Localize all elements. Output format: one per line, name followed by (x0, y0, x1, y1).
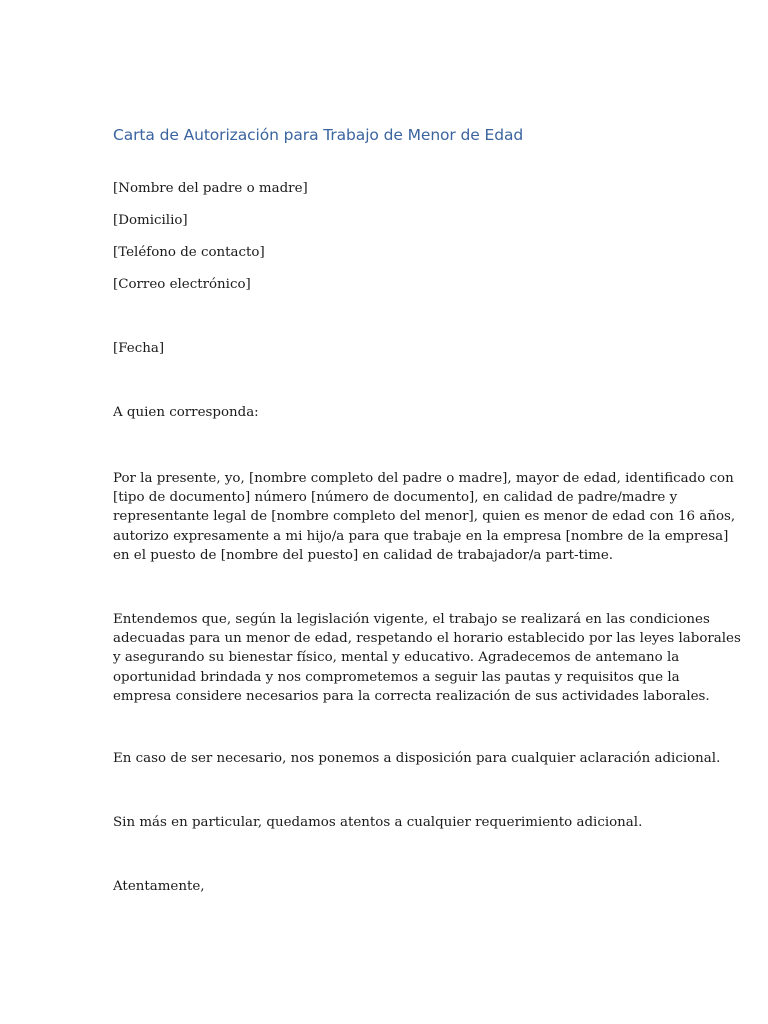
body-paragraph-3: En caso de ser necesario, nos ponemos a disposición para cualquier aclaración adicional. (113, 751, 721, 766)
paragraph-line: en el puesto de [nombre del puesto] en calidad de trabajador/a part-time. (113, 547, 614, 563)
paragraph-line: y asegurando su bienestar físico, mental y educativo. Agradecemos de antemano la (113, 650, 680, 666)
paragraph-line: autorizo expresamente a mi hijo/a para que trabaje en la empresa [nombre de la empresa] (113, 528, 729, 544)
body-paragraph-2 (113, 610, 741, 706)
sender-name: [Nombre del padre o madre] (113, 181, 308, 196)
letter-date: [Fecha] (113, 341, 165, 356)
paragraph-line: empresa considere necesarios para la correcta realización de sus actividades laborales. (113, 688, 710, 704)
sender-address: [Domicilio] (113, 213, 188, 228)
paragraph-line: Entendemos que, según la legislación vigente, el trabajo se realizará en las condiciones (113, 612, 710, 627)
paragraph-line: adecuadas para un menor de edad, respetando el horario establecido por las leyes laborales (113, 631, 741, 647)
closing: Atentamente, (113, 879, 205, 894)
paragraph-line: oportunidad brindada y nos comprometemos a seguir las pautas y requisitos que la (113, 669, 680, 685)
sender-email: [Correo electrónico] (113, 277, 251, 292)
sender-phone: [Teléfono de contacto] (113, 245, 265, 260)
body-paragraph-1 (113, 469, 736, 565)
paragraph-line: representante legal de [nombre completo del menor], quien es menor de edad con 16 años, (113, 509, 736, 525)
salutation: A quien corresponda: (113, 405, 259, 420)
body-paragraph-4: Sin más en particular, quedamos atentos a cualquier requerimiento adicional. (113, 815, 643, 830)
paragraph-line: Por la presente, yo, [nombre completo del padre o madre], mayor de edad, identificado con (113, 471, 734, 486)
paragraph-line: [tipo de documento] número [número de documento], en calidad de padre/madre y (113, 490, 678, 506)
document-page (113, 0, 741, 1024)
document-title: Carta de Autorización para Trabajo de Menor de Edad (113, 126, 524, 144)
